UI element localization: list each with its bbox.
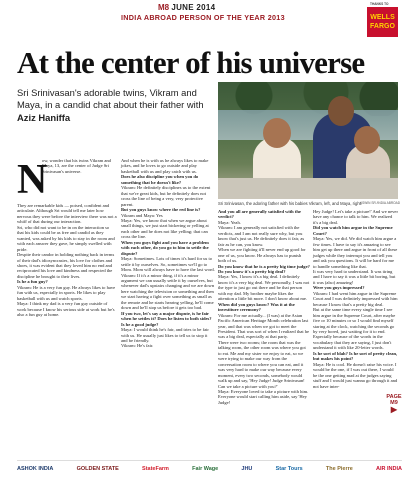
article-deck bbox=[17, 87, 212, 124]
column-2-paragraph: And when he is with us he always likes to make jokes, and he loves to go outside and play basketball with us and play catch with us. bbox=[121, 158, 209, 174]
family-photo bbox=[218, 82, 398, 199]
column-3-paragraph: Maya: Yeah. bbox=[218, 219, 241, 225]
column-4-paragraph: Maya: He is cool. He doesn't raise his voice. I would be the one, if I was out there, I would be the one getting mad at the judges saying stuff and I would just wanna go through it and not have inter- bbox=[313, 361, 398, 389]
lead-paragraph: ow, wonder that his twins Vikram and Maya, 13, are the center of Judge Sri Srinivasan's universe. bbox=[42, 158, 111, 174]
issue-date: JUNE 2014 bbox=[171, 3, 216, 12]
article-headline: At the center of his universe bbox=[17, 45, 365, 80]
deck-author: Aziz Haniffa bbox=[17, 111, 71, 123]
sponsor-logo: StateFarm bbox=[142, 466, 169, 472]
column-2-paragraph: Vikram and Maya: Yes bbox=[121, 212, 163, 218]
column-3 bbox=[218, 209, 310, 405]
wells-fargo-logo-line-1: WELLS bbox=[370, 14, 395, 21]
column-2-paragraph: Vikram: He's fair. bbox=[121, 343, 154, 349]
wells-fargo-logo bbox=[367, 7, 398, 37]
column-2-question: Does he also discipline you when you do something that he doesn't like? bbox=[121, 174, 199, 185]
sponsor-logo: GOLDEN STATE bbox=[76, 466, 119, 472]
column-3-paragraph: Maya: Everyone loved to take a picture with him. Everyone would start calling him aside, say 'Hey Judge! bbox=[218, 388, 309, 405]
page-header bbox=[0, 0, 410, 40]
deck-text: Sri Srinivasan's adorable twins, Vikram and Maya, in a candid chat about their father with bbox=[17, 87, 204, 111]
sponsor-logo: The Pierre bbox=[325, 466, 353, 472]
column-2-paragraph: Maya: Yes, we know that when we argue about small things, we just start bickering or yelling at each other and he does not like yelling; that can cross the line. bbox=[121, 217, 209, 240]
column-1 bbox=[17, 203, 117, 318]
column-4 bbox=[313, 209, 398, 389]
column-4-paragraph: Vikram: I had went him argue in the Supreme Court and I was definitely impressed with him because I know that's a pretty big deal. bbox=[313, 290, 398, 307]
column-2-paragraph: Vikram: If it's a minor thing, if it's a minor argument we can usually settle it by ourselves, but whenever dad's upstairs changing and we are down here watching the television or something and then we start having a fight over something as small as the remote and he starts hearing yelling, he'll come down and he'll stop us before it gets too bad. bbox=[121, 272, 215, 311]
column-2-question: But you guys know where the red line is? bbox=[121, 207, 201, 213]
column-1-paragraph: Despite their candor in holding nothing back in terms of their dad's idiosyncrasies, his love for clothes and shoes, it was evident that they loved him no end and reciprocated his love and kindness and respected the discipline he brought to their lives. bbox=[17, 252, 115, 279]
drop-cap: N bbox=[17, 157, 48, 203]
page-number: M8 bbox=[158, 3, 170, 12]
column-2-paragraph: Maya: I would think he's fair, and tries to be fair with us. He usually just likes to tell us to stop it and be friendly. bbox=[121, 327, 209, 343]
column-2-paragraph: Vikram: He definitely disciplines us to the extent that we're great kids, but he definitely does not cross the line of being a very, very protective parent. bbox=[121, 185, 211, 207]
sponsor-logo: JHU bbox=[241, 466, 253, 472]
column-4-paragraph: But at the same time every single time I see him argue in the Supreme Court, after maybe five or 10 minutes or so I would find myself staring at the clock, watching the seconds go by very bored, just waiting for it to end. bbox=[313, 307, 396, 334]
column-4-question: Were you guys impressed? bbox=[313, 285, 365, 291]
column-4-question: Did you watch him argue in the Supreme Court? bbox=[313, 225, 393, 236]
column-3-paragraph: Maya: Yes, I know it's a big deal. I definitely know it's a very big deal. We personally, I was not the type to just go out there and be that person with my dad. My brother maybe likes the attention a little bit more. I don't know about me. bbox=[218, 274, 310, 302]
sponsor-logo: Star Tours bbox=[275, 466, 303, 472]
column-1-paragraph: Sri, who did not want to be in on the interaction so that his kids could be as free and candid as they wanted, was asked by his kids to stay in the room and with each answer they gave, he simply swelled with pride. bbox=[17, 224, 115, 252]
photo-credit: ASWIN SR /INDIA ABROAD bbox=[360, 201, 401, 205]
sponsor-label: THANKS TO bbox=[370, 2, 389, 6]
section-title: INDIA ABROAD PERSON OF THE YEAR 2013 bbox=[121, 13, 285, 22]
sponsor-logo-strip bbox=[17, 460, 402, 475]
photo-father-head bbox=[328, 96, 354, 126]
column-3-paragraph: When we are fighting it'll never end up good for one of us, you know. He always has to punish both of us. bbox=[218, 247, 306, 264]
column-3-paragraph: There were two rooms; the room that was the talking room, the other room was where you got to eat. Me and my sister we enjoy to eat, so we were trying to make our way from the conversation room to where you can eat, and it was very hard to make our way because every moment, every two seconds, somebody would walk up and say, 'Hey Judge! Judge Srinivasan! Can we take a picture with you?' bbox=[218, 339, 306, 389]
column-1-paragraph: They are remarkable kids — poised, confident and articulate. Although Sri would tell me later how nervous they were before the interview there was not a whiff of that during our interaction. bbox=[17, 203, 117, 225]
column-1-question: Is he a fun guy? bbox=[17, 279, 48, 285]
column-2-paragraph: Maya: Sometimes. Lots of times it's hard for us to settle it by ourselves. So, sometimes we'll go to Mom. Mom will always have to have the last word. bbox=[121, 256, 215, 273]
column-3-paragraph: Vikram: For me actually... (I was) at the Asian Pacific American Heritage Month celebration last year, and that was when we got to meet the President. That was sort of when I realized that he was a big deal, especially at that party. bbox=[218, 312, 310, 340]
photo-caption: Sri Srinivasan, the adoring father with his babies Vikram, left, and Maya, right. bbox=[218, 201, 362, 206]
photo-vikram-head bbox=[263, 118, 291, 148]
column-2 bbox=[121, 158, 215, 349]
column-3-question: Do you know that he is a pretty big time judge? Do you know it's a pretty big deal? bbox=[218, 263, 310, 274]
sponsor-logo: Fair Wage bbox=[192, 466, 219, 472]
photo-railing bbox=[218, 178, 398, 199]
column-4-paragraph: Especially because of the words in the vocabulary that they are saying, I just don't understand it with like 20-letter words. bbox=[313, 334, 392, 351]
column-4-paragraph: Maya: Yes, we did. We did watch him argue a few times. I have to say it's amazing to see him get up there and argue in front of all these judges while they interrupt you and tell you and ask you questions. It will be hard for me to handle something like that. bbox=[313, 236, 398, 269]
column-4-paragraph: It was very hard to understand. It was tiring and I have to say it was a little bit boring, but it was (also) amazing! bbox=[313, 268, 396, 285]
column-4-paragraph: Hey Judge! Let's take a picture!' And we never have any chance to talk to him. We realized it's a big deal. bbox=[313, 209, 398, 225]
photo-maya-head bbox=[354, 126, 380, 154]
sponsor-logo: AIR INDIA bbox=[376, 466, 402, 472]
column-3-question: And you all are generally satisfied with the verdict? bbox=[218, 209, 301, 220]
column-2-question: If you two, let's say a major dispute, is he fair when he settles it? Does he listen to both sides? Is he a good judge? bbox=[121, 310, 212, 327]
column-1-paragraph: Vikram: He is a very fun guy. He always likes to have fun with us, especially in sports. He likes to play basketball with us and watch sports. bbox=[17, 284, 116, 301]
next-page-label: PAGE M9 bbox=[386, 394, 402, 406]
wells-fargo-logo-line-2: FARGO bbox=[370, 22, 395, 30]
arrow-right-icon: ▶ bbox=[390, 405, 398, 414]
column-3-question: When did you guys know? Was it at the investiture ceremony? bbox=[218, 301, 295, 313]
column-1-paragraph: Maya: I think my dad is a very fun guy outside of work because I know his serious side at work but he's also a fun guy at home. bbox=[17, 301, 115, 318]
column-2-question: When you guys fight and you have a problem with each other, do you go to him to settle the dispute? bbox=[121, 239, 209, 256]
sponsor-logo: ASHOK INDIA bbox=[17, 466, 54, 472]
column-4-question: Is he sort of blah? Is he sort of pretty clean, but makes his point? bbox=[313, 350, 398, 362]
next-page-indicator[interactable] bbox=[386, 394, 402, 414]
page-number-line bbox=[158, 3, 215, 12]
column-3-paragraph: Vikram: I am generally not satisfied with the verdicts, and I am not really sure why, but you know that's just us. He definitely does it fair, as fair as he can, you know. bbox=[218, 225, 305, 247]
